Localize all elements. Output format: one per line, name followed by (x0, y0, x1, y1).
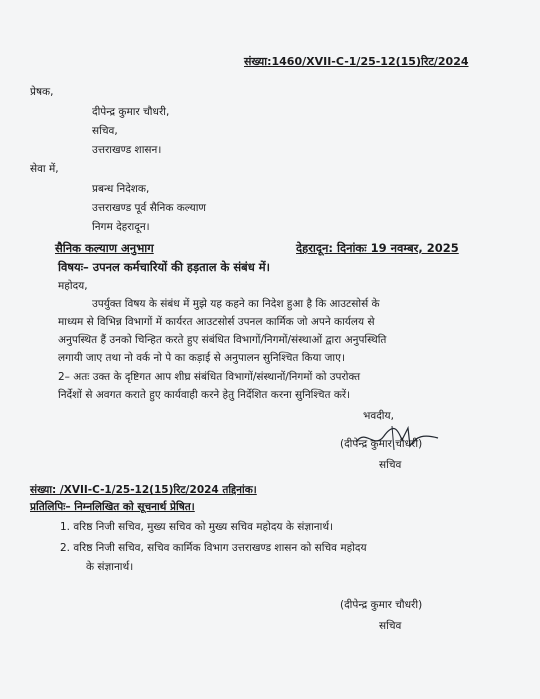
signatory-name: (दीपेन्द्र कुमार चौधरी) (340, 438, 423, 450)
sender-org: उत्तराखण्ड शासन। (92, 144, 162, 156)
section-name: सैनिक कल्याण अनुभाग (55, 241, 154, 255)
signatory-title: सचिव (379, 459, 402, 471)
closing: भवदीय, (363, 410, 394, 422)
copy-signatory-title: सचिव (379, 620, 402, 632)
recipient-title: प्रबन्ध निदेशक, (92, 183, 150, 195)
copy-reference-number: संख्या: /XVII-C-1/25-12(15)रिट/2024 तद्दिनांक। (30, 484, 257, 496)
paragraph-1-line-1: उपर्युक्त विषय के संबंध में मुझे यह कहने का निदेश हुआ है कि आउटसोर्स के (92, 298, 380, 310)
copy-item-2-line-1: 2. वरिष्ठ निजी सचिव, सचिव कार्मिक विभाग उत्तराखण्ड शासन को सचिव महोदय (60, 542, 367, 554)
salutation: महोदय, (58, 280, 88, 292)
paragraph-2-line-1: 2– अतः उक्त के दृष्टिगत आप शीघ्र संबंधित विभागों/संस्थानों/निगमों को उपरोक्त (58, 371, 361, 383)
copy-item-1: 1. वरिष्ठ निजी सचिव, मुख्य सचिव को मुख्य सचिव महोदय के संज्ञानार्थ। (60, 521, 334, 533)
place-date: देहरादून: दिनांकः 19 नवम्बर, 2025 (296, 241, 459, 255)
paragraph-1-line-4: लगायी जाए तथा नो वर्क नो पे का कड़ाई से अनुपालन सुनिश्चित किया जाए। (58, 352, 345, 364)
sender-designation: सचिव, (92, 125, 118, 137)
reference-number: संख्या:1460/XVII-C-1/25-12(15)रिट/2024 (244, 55, 469, 68)
recipient-corp: निगम देहरादून। (92, 221, 150, 233)
to-label: सेवा में, (30, 163, 59, 175)
copy-heading: प्रतिलिपिः– निम्नलिखित को सूचनार्थ प्रेषित। (30, 501, 195, 513)
recipient-org: उत्तराखण्ड पूर्व सैनिक कल्याण (92, 202, 207, 214)
sender-name: दीपेन्द्र कुमार चौधरी, (92, 106, 170, 118)
copy-item-2-line-2: के संज्ञानार्थ। (86, 561, 134, 573)
paragraph-1-line-2: माध्यम से विभिन्न विभागों में कार्यरत आउटसोर्स उपनल कार्मिक जो अपने कार्यलय से (58, 316, 375, 328)
paragraph-1-line-3: अनुपस्थित हैं उनको चिन्हित करते हुए संबंधित विभागों/निगमों/संस्थाओं द्वारा अनुपस्थिति (58, 334, 387, 346)
copy-signatory-name: (दीपेन्द्र कुमार चौधरी) (340, 599, 423, 611)
sender-label: प्रेषक, (30, 86, 54, 98)
paragraph-2-line-2: निर्देशों से अवगत कराते हुए कार्यवाही करने हेतु निर्देशित करना सुनिश्चित करें। (58, 389, 351, 401)
subject-line: विषयः– उपनल कर्मचारियों की हड़ताल के संबंध में। (58, 260, 271, 274)
